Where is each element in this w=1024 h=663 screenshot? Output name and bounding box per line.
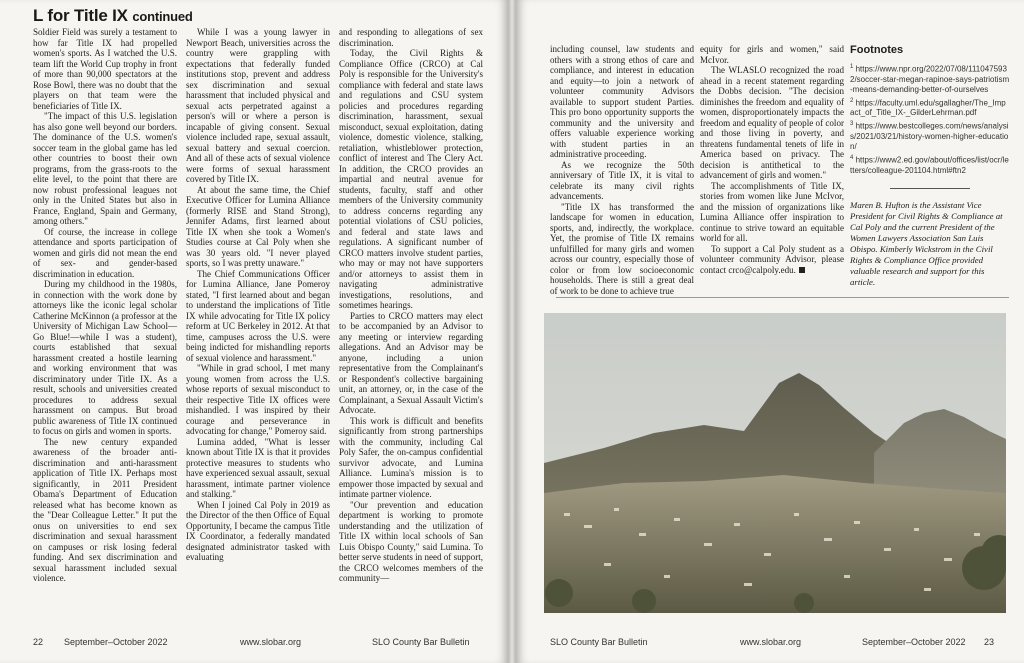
photo-divider xyxy=(556,297,1009,298)
footnote xyxy=(850,119,1010,152)
footnote-number: 4 xyxy=(850,154,854,161)
paragraph xyxy=(700,244,844,276)
footnote-link[interactable]: https://faculty.uml.edu/sgallagher/The_Impact_of_Title_IX-_GilderLehrman.pdf xyxy=(850,98,1006,118)
left-column-3 xyxy=(339,27,483,584)
footnotes-title: Footnotes xyxy=(850,44,904,56)
paragraph: While I was a young lawyer in Newport Beach, universities across the country were grappling with expectations that federally funded institutions stop, prevent and address sex discrimination and sexual harassment that included physical and sexual acts perpetrated against a person's will or where a person is incapable of giving consent. Sexual violence included rape, sexual assault, sexual battery and sexual coercion. And all of these acts of sexual violence were forms of sexual harassment covered by Title IX. xyxy=(186,27,330,184)
left-page xyxy=(0,0,508,663)
footnotes-list xyxy=(850,62,1010,177)
right-column-1 xyxy=(550,44,694,296)
publication-name: SLO County Bar Bulletin xyxy=(550,637,648,647)
end-mark-icon xyxy=(799,267,805,273)
paragraph: The Chief Communications Officer for Lumina Alliance, Jane Pomeroy stated, "I first learned about and began to understand the implications of Title IX while advocating for Title IX policy reform at UC Berkeley in 2012. At that time, campuses across the U.S. were being indicted for mishandling reports of sexual violence and harassment." xyxy=(186,268,330,363)
footnote-number: 2 xyxy=(850,97,854,104)
author-bio: Maren B. Hufton is the Assistant Vice President for Civil Rights & Compliance at Cal Poly and the current President of the Women Lawyers Association San Luis Obispo. Kimberly Wickstrom in the Civil Rights & Compliance Office provided valuable research and support for this article. xyxy=(850,200,1003,287)
paragraph: As we recognize the 50th anniversary of Title IX, it is vital to celebrate its many civil rights advancements. xyxy=(550,159,694,201)
paragraph: At about the same time, the Chief Executive Officer for Lumina Alliance (formerly RISE and Stand Strong), Jennifer Adams, first learned about Title IX when she took a Women's Studies course at Cal Poly when she was 30 years old. "I never played sports, so I was pretty unaware." xyxy=(186,184,330,268)
paragraph: The accomplishments of Title IX, stories from women like June McIvor, and the mission of organizations like Lumina Alliance offer inspiration to continue to strive toward an equitable world for all. xyxy=(700,180,844,243)
paragraph: The WLASLO recognized the road ahead in a recent statement regarding the Dobbs decision. "The decision diminishes the freedom and equality of women, disproportionately impacts the freedom and equality of people of color and those living in poverty, and threatens fundamental tenets of life in America based on privacy. The decision is antithetical to the advancement of girls and women." xyxy=(700,65,844,180)
footnote-number: 1 xyxy=(850,64,854,70)
footnote-link[interactable]: https://www.bestcolleges.com/news/analysis/2021/03/21/history-women-higher-education/ xyxy=(850,121,1009,151)
footnote-number: 3 xyxy=(850,121,854,128)
heading-title: L for Title IX xyxy=(33,6,128,25)
paragraph: and responding to allegations of sex discrimination. xyxy=(339,27,483,48)
paragraph: including counsel, law students and others with a strong ethos of care and compliance, and interest in education and equity—to join a network of volunteer community Advisors available to support student Parties. This pro bono opportunity supports the community and the university and offers valuable experience working with student parties in an administrative proceeding. xyxy=(550,44,694,159)
contact-text: To support a Cal Poly student as a volunteer community Advisor, please contact crco@calpoly.edu. xyxy=(700,243,844,275)
paragraph: During my childhood in the 1980s, in connection with the work done by attorneys like the iconic legal scholar Catherine McKinnon (a professor at the University of Michigan Law School—Go Blue!—while I was a student), courts established that sexual harassment created a hostile learning and working environment that was discriminatory under Title IX. As a result, schools and universities created procedures to address sexual harassment on campus. But broad public awareness of Title IX continued to focus on girls and women in sports. xyxy=(33,279,177,436)
right-column-2 xyxy=(700,44,844,275)
article-heading xyxy=(33,6,193,26)
gutter xyxy=(508,0,516,663)
issue-date: September–October 2022 xyxy=(862,637,966,647)
footnote-divider xyxy=(890,188,970,189)
right-page xyxy=(516,0,1024,663)
paragraph: equity for girls and women," said McIvor. xyxy=(700,44,844,65)
paragraph: Lumina added, "What is lesser known about Title IX is that it provides protective measures to students who have experienced sexual assault, sexual harassment, intimate partner violence and stalking." xyxy=(186,436,330,499)
heading-continued: continued xyxy=(132,9,193,24)
paragraph: The new century expanded awareness of the broader anti-discrimination and anti-harassment application of Title IX. Perhaps most significantly, in 2011 President Obama's Department of Education released what has become known as the "Dear Colleague Letter." It put the onus on universities to end sex discrimination and sexual harassment on campuses or risk losing federal funding. And sex discrimination and sexual harassment included sexual violence. xyxy=(33,436,177,583)
footnote-link[interactable]: https://www2.ed.gov/about/offices/list/ocr/letters/colleague-201104.html#ftn2 xyxy=(850,155,1009,175)
page-number: 22 xyxy=(33,637,44,647)
paragraph: Parties to CRCO matters may elect to be accompanied by an Advisor to any meeting or interview regarding allegations. And an Advisor may be anyone, including a union representative from the Complainant's or Respondent's collective bargaining unit, an attorney, or, in the case of the Complainant, a Sexual Assault Victim's Advocate. xyxy=(339,310,483,415)
paragraph: Soldier Field was surely a testament to how far Title IX had propelled women's sports. As I watched the U.S. team lift the World Cup trophy in front of more than 90,000 spectators at the Rose Bowl, there was no doubt that the players on that team were the beneficiaries of Title IX. xyxy=(33,27,177,111)
paragraph: "While in grad school, I met many young women from across the U.S. whose reports of sexual misconduct to their respective Title IX offices were mishandled. I was inspired by their courage and perseverance in advocating for change," Pomeroy said. xyxy=(186,363,330,436)
paragraph: Of course, the increase in college attendance and sports participation of women and girls did not mean the end of sex- and gender-based discrimination in education. xyxy=(33,226,177,279)
website: www.slobar.org xyxy=(740,637,802,647)
left-column-2 xyxy=(186,27,330,563)
footnote-link[interactable]: https://www.npr.org/2022/07/08/1110475932/soccer-star-megan-rapinoe-says-patriotism-means-demanding-better-of-ourselves xyxy=(850,64,1010,94)
footnote xyxy=(850,62,1010,95)
paragraph: "The impact of this U.S. legislation has also gone well beyond our borders. The dominance of the U.S. women's soccer team in the global game has led other countries to boost their own programs, from the grass-roots to the elite level, to the point that there are now robust professional leagues not only in the United States but also in France, England, Spain and Germany, among others." xyxy=(33,111,177,226)
paragraph: This work is difficult and benefits significantly from strong partnerships with the community, including Cal Poly Safer, the on-campus confidential survivor advocate, and Lumina Alliance. Lumina's mission is to empower those impacted by sexual and intimate partner violence. xyxy=(339,415,483,499)
paragraph: "Our prevention and education department is working to promote understanding and the utilization of Title IX within local schools of San Luis Obispo County," said Lumina. To better serve students in need of support, the CRCO welcomes members of the community— xyxy=(339,499,483,583)
page-number: 23 xyxy=(984,637,995,647)
mountain-town-image xyxy=(544,313,1006,613)
website: www.slobar.org xyxy=(240,637,302,647)
footnote xyxy=(850,96,1010,119)
issue-date: September–October 2022 xyxy=(64,637,168,647)
landscape-photo xyxy=(544,313,1006,613)
footnote xyxy=(850,153,1010,176)
paragraph: When I joined Cal Poly in 2019 as the Director of the then Office of Equal Opportunity, I became the campus Title IX Coordinator, a federally mandated designated administrator tasked with evaluating xyxy=(186,499,330,562)
publication-name: SLO County Bar Bulletin xyxy=(372,637,470,647)
paragraph: "Title IX has transformed the landscape for women in education, sports, and, indirectly, the workplace. Yet, the promise of Title IX remains unfulfilled for many girls and women across our country, especially those of color or from low socioeconomic households. There is still a great deal of work to be done to achieve true xyxy=(550,201,694,296)
paragraph: Today, the Civil Rights & Compliance Office (CRCO) at Cal Poly is responsible for the University's compliance with federal and state laws and regulations and CSU system policies and procedures regarding discrimination, harassment, sexual misconduct, sexual exploitation, dating violence, domestic violence, stalking, retaliation, whistleblower protection, conflict of interest and The Clery Act. In addition, the CRCO provides an impartial and neutral avenue for students, faculty, staff and other members of the University community to address concerns regarding any potential violations of CSU policies, and federal and state laws and regulations. A significant number of CRCO matters involve student parties, who may or may not have supporters and/or attorneys to assist them in navigating administrative investigations, resolutions, and sometimes hearings. xyxy=(339,48,483,310)
left-column-1 xyxy=(33,27,177,584)
